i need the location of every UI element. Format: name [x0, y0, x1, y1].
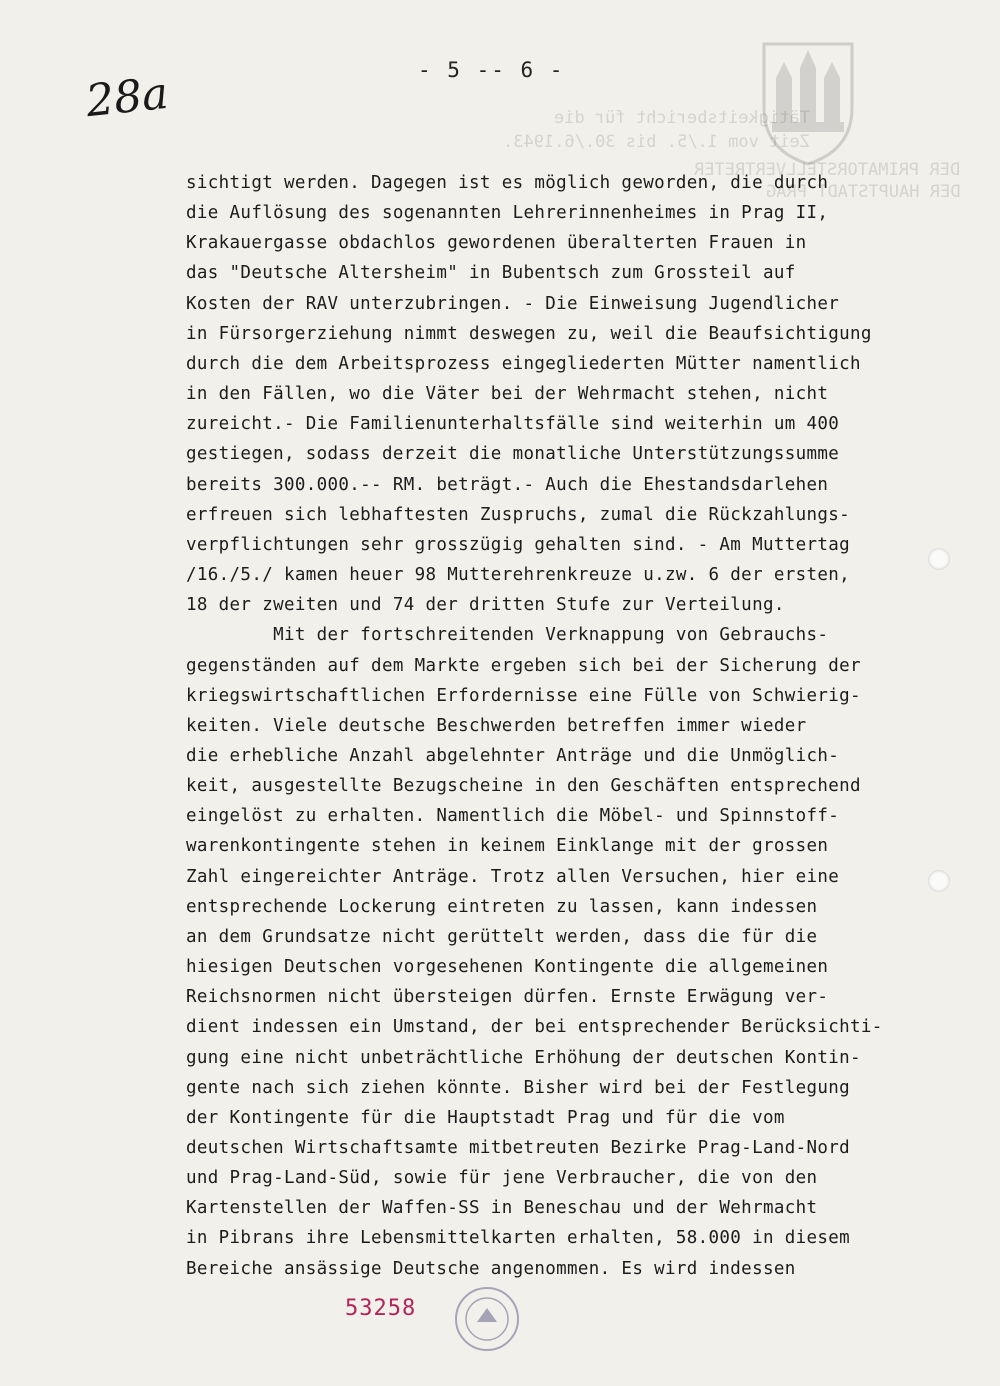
bleed-through-line: Zeit vom 1./5. bis 30./6.1943.	[502, 132, 810, 152]
text-line: gegenständen auf dem Markte ergeben sich bei der Sicherung der	[186, 655, 861, 676]
text-line: gestiegen, sodass derzeit die monatliche Unterstützungssumme	[186, 444, 840, 465]
archive-stamp-number: 53258	[345, 1296, 417, 1321]
text-line: an dem Grundsatze nicht gerüttelt werden, dass die für die	[186, 926, 818, 947]
text-line: hiesigen Deutschen vorgesehenen Kontingente die allgemeinen	[186, 957, 829, 978]
text-line: Bereiche ansässige Deutsche angenommen. Es wird indessen	[186, 1258, 796, 1279]
text-line: gung eine nicht unbeträchtliche Erhöhung der deutschen Kontin-	[186, 1047, 861, 1068]
typewritten-body	[186, 168, 946, 1284]
text-line: der Kontingente für die Hauptstadt Prag und für die vom	[186, 1107, 785, 1128]
text-line: dient indessen ein Umstand, der bei entsprechender Berücksichti-	[186, 1017, 883, 1038]
text-line: Mit der fortschreitenden Verknappung von Gebrauchs-	[186, 625, 829, 646]
text-line: gente nach sich ziehen könnte. Bisher wird bei der Festlegung	[186, 1077, 851, 1098]
text-line: Kartenstellen der Waffen-SS in Beneschau und der Wehrmacht	[186, 1198, 818, 1219]
text-line: in Pibrans ihre Lebensmittelkarten erhalten, 58.000 in diesem	[186, 1228, 851, 1249]
text-line: und Prag-Land-Süd, sowie für jene Verbraucher, die von den	[186, 1168, 818, 1189]
text-line: Kosten der RAV unterzubringen. - Die Einweisung Jugendlicher	[186, 293, 840, 314]
text-line: keit, ausgestellte Bezugscheine in den Geschäften entsprechend	[186, 776, 861, 797]
text-line: die Auflösung des sogenannten Lehrerinnenheimes in Prag II,	[186, 203, 829, 224]
text-line: die erhebliche Anzahl abgelehnter Anträge und die Unmöglich-	[186, 745, 840, 766]
text-line: verpflichtungen sehr grosszügig gehalten sind. - Am Muttertag	[186, 534, 851, 555]
text-line: entsprechende Lockerung eintreten zu lassen, kann indessen	[186, 896, 818, 917]
text-line: Zahl eingereichter Anträge. Trotz allen Versuchen, hier eine	[186, 866, 840, 887]
text-line: /16./5./ kamen heuer 98 Mutterehrenkreuze u.zw. 6 der ersten,	[186, 565, 851, 586]
text-line: bereits 300.000.-- RM. beträgt.- Auch die Ehestandsdarlehen	[186, 474, 829, 495]
text-line: kriegswirtschaftlichen Erfordernisse eine Fülle von Schwierig-	[186, 685, 861, 706]
bleed-through-line: DER PRIMATORSTELLVERTRETER	[693, 160, 960, 180]
text-line: in Fürsorgerziehung nimmt deswegen zu, weil die Beaufsichtigung	[186, 323, 872, 344]
text-line: keiten. Viele deutsche Beschwerden betreffen immer wieder	[186, 715, 807, 736]
text-line: warenkontingente stehen in keinem Einklange mit der grossen	[186, 836, 829, 857]
text-line: deutschen Wirtschaftsamte mitbetreuten Bezirke Prag-Land-Nord	[186, 1138, 851, 1158]
text-line: durch die dem Arbeitsprozess eingegliederten Mütter namentlich	[186, 353, 861, 374]
text-line: Krakauergasse obdachlos gewordenen überalterten Frauen in	[186, 233, 807, 254]
text-line: eingelöst zu erhalten. Namentlich die Möbel- und Spinnstoff-	[186, 806, 840, 827]
text-line: das "Deutsche Altersheim" in Bubentsch zum Grossteil auf	[186, 263, 796, 284]
handwritten-folio-mark: 28a	[83, 67, 171, 128]
text-line: Reichsnormen nicht übersteigen dürfen. Ernste Erwägung ver-	[186, 987, 829, 1008]
round-archive-stamp	[452, 1284, 522, 1354]
text-line: erfreuen sich lebhaftesten Zuspruchs, zumal die Rückzahlungs-	[186, 504, 851, 525]
page-number: - 5 -- 6 -	[418, 58, 565, 82]
text-line: sichtigt werden. Dagegen ist es möglich geworden, die durch	[186, 173, 829, 193]
city-crest-watermark	[758, 38, 858, 168]
text-line: in den Fällen, wo die Väter bei der Wehrmacht stehen, nicht	[186, 384, 829, 405]
text-line: 18 der zweiten und 74 der dritten Stufe zur Verteilung.	[186, 595, 785, 616]
bleed-through-line: Tätigkeitsbericht für die	[554, 108, 810, 128]
text-line: zureicht.- Die Familienunterhaltsfälle sind weiterhin um 400	[186, 414, 840, 435]
bleed-through-line: DER HAUPTSTADT PRAG	[765, 182, 960, 202]
